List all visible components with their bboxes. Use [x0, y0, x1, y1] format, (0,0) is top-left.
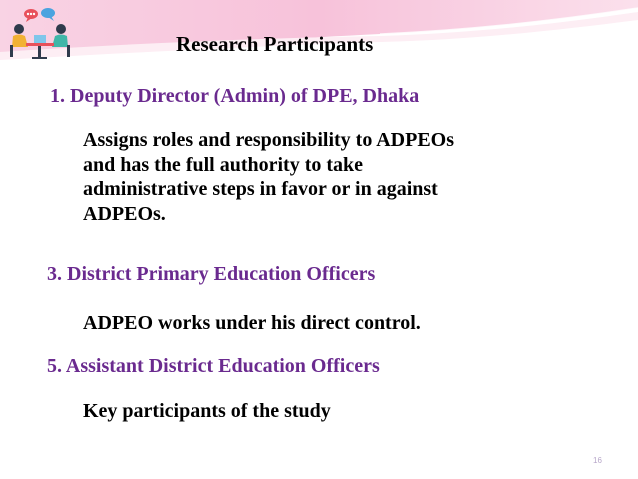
people-meeting-icon: [4, 5, 76, 61]
body-line: Key participants of the study: [83, 400, 331, 422]
section-heading-deputy-director: 1. Deputy Director (Admin) of DPE, Dhaka: [50, 85, 420, 107]
section-heading-district-officers: 3. District Primary Education Officers: [47, 263, 376, 285]
body-line: ADPEOs.: [83, 202, 166, 225]
body-line: and has the full authority to take: [83, 153, 364, 176]
slide-title: Research Participants: [176, 32, 374, 56]
section-body-district-officers: [83, 311, 421, 336]
section-body-assistant-officers: [83, 399, 331, 424]
body-line: administrative steps in favor or in against: [83, 178, 438, 200]
body-line: Assigns roles and responsibility to ADPEOs: [83, 129, 455, 151]
section-body-deputy-director: [83, 128, 454, 226]
section-heading-assistant-officers: 5. Assistant District Education Officers: [47, 355, 380, 377]
body-line: ADPEO works under his direct control.: [83, 312, 421, 334]
slide-number: 16: [593, 456, 602, 465]
